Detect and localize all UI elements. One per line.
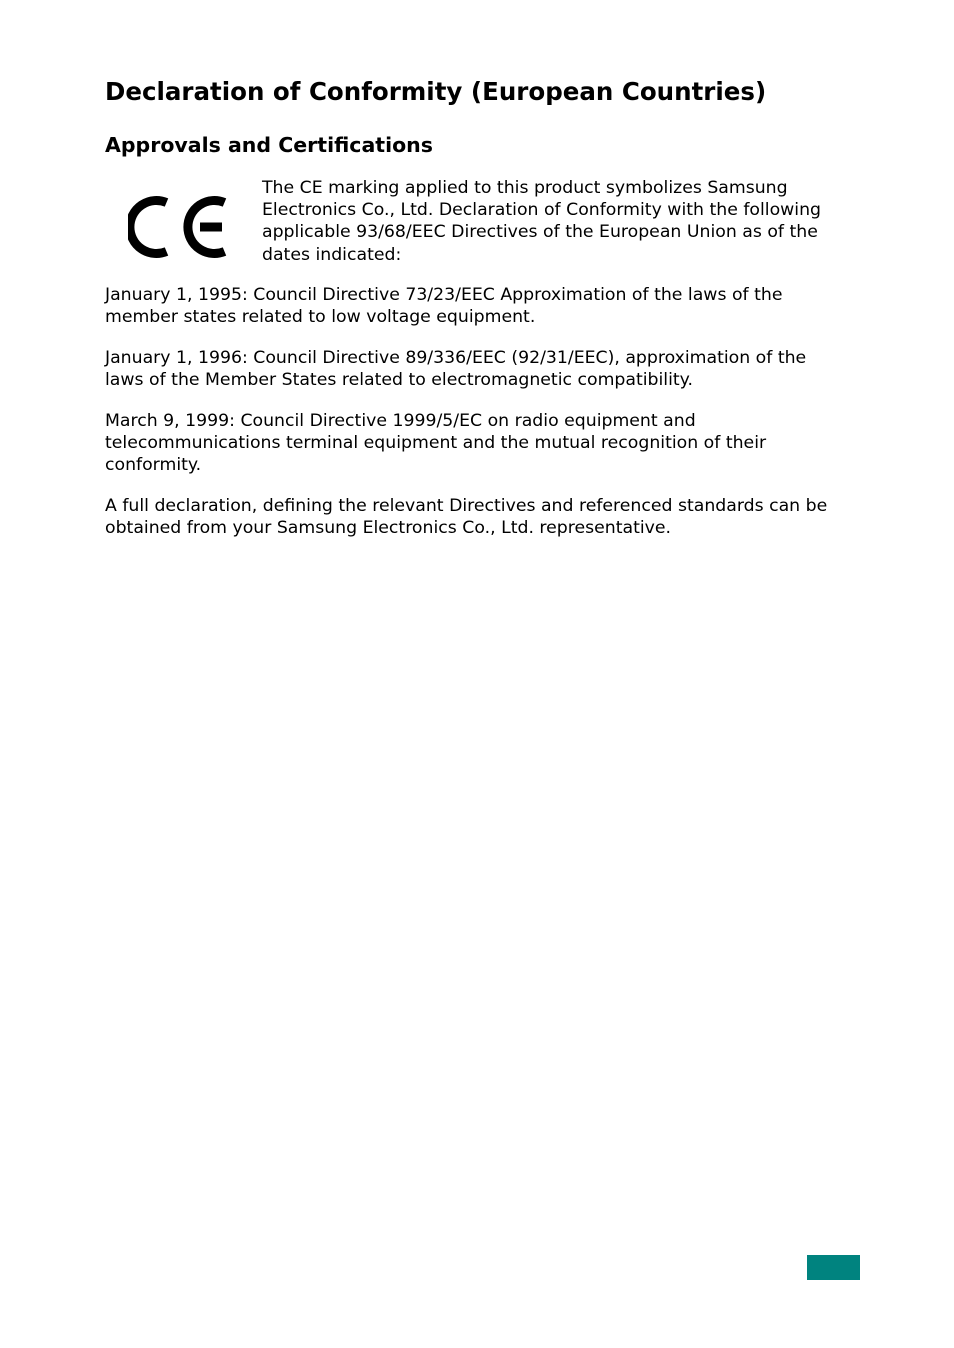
text-line: conformity. [105, 455, 202, 476]
text-line: Electronics Co., Ltd. Declaration of Conformity with the following [262, 200, 822, 221]
full-declaration-paragraph [105, 495, 865, 539]
text-line: applicable 93/68/EEC Directives of the European Union as of the [262, 222, 818, 243]
ce-mark-icon [128, 193, 228, 261]
text-line: obtained from your Samsung Electronics Co., Ltd. representative. [105, 518, 672, 539]
section-title: Approvals and Certifications [105, 133, 433, 157]
directive-1995-paragraph [105, 284, 865, 328]
text-line: telecommunications terminal equipment and the mutual recognition of their [105, 433, 767, 454]
text-line: January 1, 1996: Council Directive 89/336/EEC (92/31/EEC), approximation of the [105, 348, 807, 368]
text-line: dates indicated: [262, 244, 402, 265]
text-line: member states related to low voltage equipment. [105, 307, 536, 328]
text-line: The CE marking applied to this product symbolizes Samsung [262, 178, 788, 198]
text-line: laws of the Member States related to electromagnetic compatibility. [105, 370, 693, 391]
page-title: Declaration of Conformity (European Countries) [105, 77, 767, 106]
text-line: A full declaration, defining the relevant Directives and referenced standards can be [105, 496, 828, 516]
text-line: March 9, 1999: Council Directive 1999/5/EC on radio equipment and [105, 411, 696, 431]
directive-1999-paragraph [105, 410, 865, 477]
page-edge-tab [807, 1255, 860, 1280]
ce-intro-text [262, 177, 852, 266]
directive-1996-paragraph [105, 347, 865, 391]
text-line: January 1, 1995: Council Directive 73/23/EEC Approximation of the laws of the [105, 285, 783, 305]
